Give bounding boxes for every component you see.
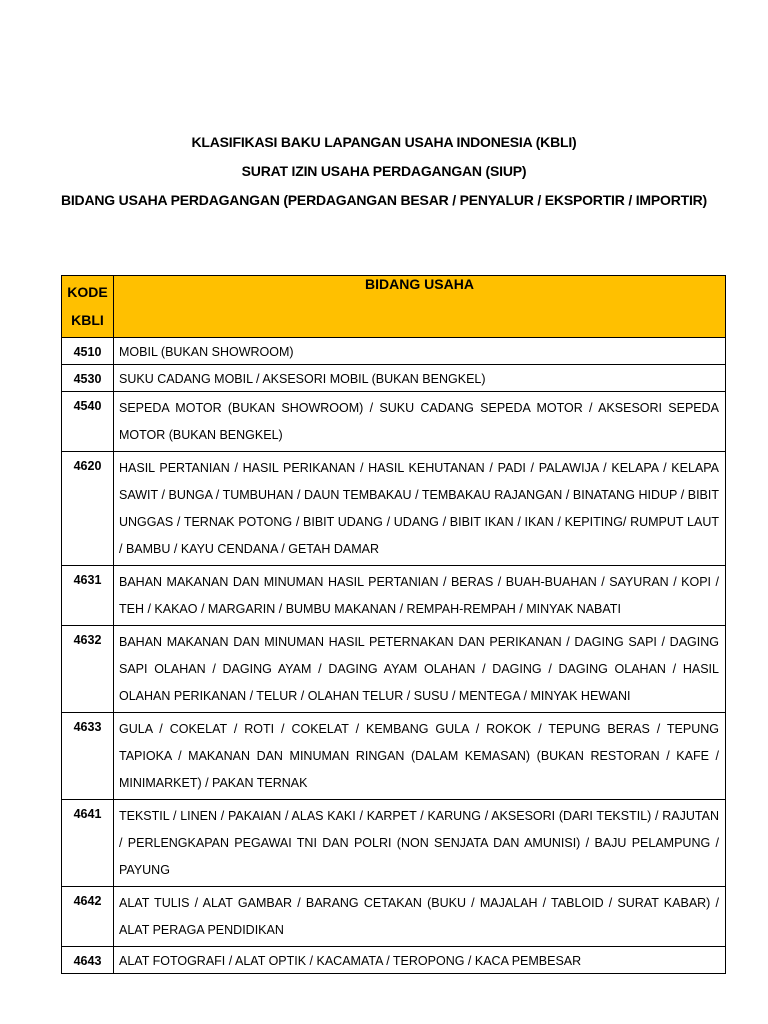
bidang-usaha-text: ALAT FOTOGRAFI / ALAT OPTIK / KACAMATA / TEROPONG / KACA PEMBESAR [114,947,726,974]
title-line-2: SURAT IZIN USAHA PERDAGANGAN (SIUP) [241,163,527,179]
table-row [62,392,726,452]
kbli-code: 4633 [62,713,114,800]
table-row [62,800,726,887]
bidang-usaha-text: MOBIL (BUKAN SHOWROOM) [114,338,726,365]
kbli-code: 4643 [62,947,114,974]
kbli-code: 4642 [62,887,114,947]
table-row [62,452,726,566]
table-header-row [62,276,726,338]
bidang-usaha-text: BAHAN MAKANAN DAN MINUMAN HASIL PERTANIAN / BERAS / BUAH-BUAHAN / SAYURAN / KOPI / TEH / KAKAO / MARGARIN / BUMBU MAKANAN / REMPAH-REMPAH / MINYAK NABATI [114,566,726,626]
bidang-usaha-text: HASIL PERTANIAN / HASIL PERIKANAN / HASIL KEHUTANAN / PADI / PALAWIJA / KELAPA / KELAPA SAWIT / BUNGA / TUMBUHAN / DAUN TEMBAKAU / TEMBAKAU RAJANGAN / BINATANG HIDUP / BIBIT UNGGAS / TERNAK POTONG / BIBIT UDANG / UDANG / BIBIT IKAN / IKAN / KEPITING/ RUMPUT LAUT / BAMBU / KAYU CENDANA / GETAH DAMAR [114,452,726,566]
table-row [62,947,726,974]
title-line-3: BIDANG USAHA PERDAGANGAN (PERDAGANGAN BESAR / PENYALUR / EKSPORTIR / IMPORTIR) [60,192,708,208]
header-kode-kbli [62,276,114,338]
table-row [62,365,726,392]
bidang-usaha-text: ALAT TULIS / ALAT GAMBAR / BARANG CETAKAN (BUKU / MAJALAH / TABLOID / SURAT KABAR) / ALAT PERAGA PENDIDIKAN [114,887,726,947]
kbli-code: 4540 [62,392,114,452]
document-title [0,128,768,215]
table-row [62,713,726,800]
bidang-usaha-text: SEPEDA MOTOR (BUKAN SHOWROOM) / SUKU CADANG SEPEDA MOTOR / AKSESORI SEPEDA MOTOR (BUKAN BENGKEL) [114,392,726,452]
header-bidang-usaha: BIDANG USAHA [114,276,726,338]
table-row [62,338,726,365]
kbli-code: 4632 [62,626,114,713]
bidang-usaha-text: SUKU CADANG MOBIL / AKSESORI MOBIL (BUKAN BENGKEL) [114,365,726,392]
bidang-usaha-text: GULA / COKELAT / ROTI / COKELAT / KEMBANG GULA / ROKOK / TEPUNG BERAS / TEPUNG TAPIOKA / MAKANAN DAN MINUMAN RINGAN (DALAM KEMASAN) (BUKAN RESTORAN / KAFE / MINIMARKET) / PAKAN TERNAK [114,713,726,800]
kbli-code: 4631 [62,566,114,626]
table-row [62,626,726,713]
table-row [62,887,726,947]
kbli-code: 4641 [62,800,114,887]
kbli-code: 4510 [62,338,114,365]
table-row [62,566,726,626]
header-kode-line2: KBLI [71,312,104,328]
bidang-usaha-text: BAHAN MAKANAN DAN MINUMAN HASIL PETERNAKAN DAN PERIKANAN / DAGING SAPI / DAGING SAPI OLAHAN / DAGING AYAM / DAGING AYAM OLAHAN / DAGING / DAGING OLAHAN / HASIL OLAHAN PERIKANAN / TELUR / OLAHAN TELUR / SUSU / MENTEGA / MINYAK HEWANI [114,626,726,713]
bidang-usaha-text: TEKSTIL / LINEN / PAKAIAN / ALAS KAKI / KARPET / KARUNG / AKSESORI (DARI TEKSTIL) / RAJUTAN / PERLENGKAPAN PEGAWAI TNI DAN POLRI (NON SENJATA DAN AMUNISI) / BAJU PELAMPUNG / PAYUNG [114,800,726,887]
kbli-table [61,275,726,974]
header-kode-line1: KODE [67,284,108,300]
kbli-code: 4530 [62,365,114,392]
title-line-1: KLASIFIKASI BAKU LAPANGAN USAHA INDONESIA (KBLI) [191,134,577,150]
kbli-code: 4620 [62,452,114,566]
